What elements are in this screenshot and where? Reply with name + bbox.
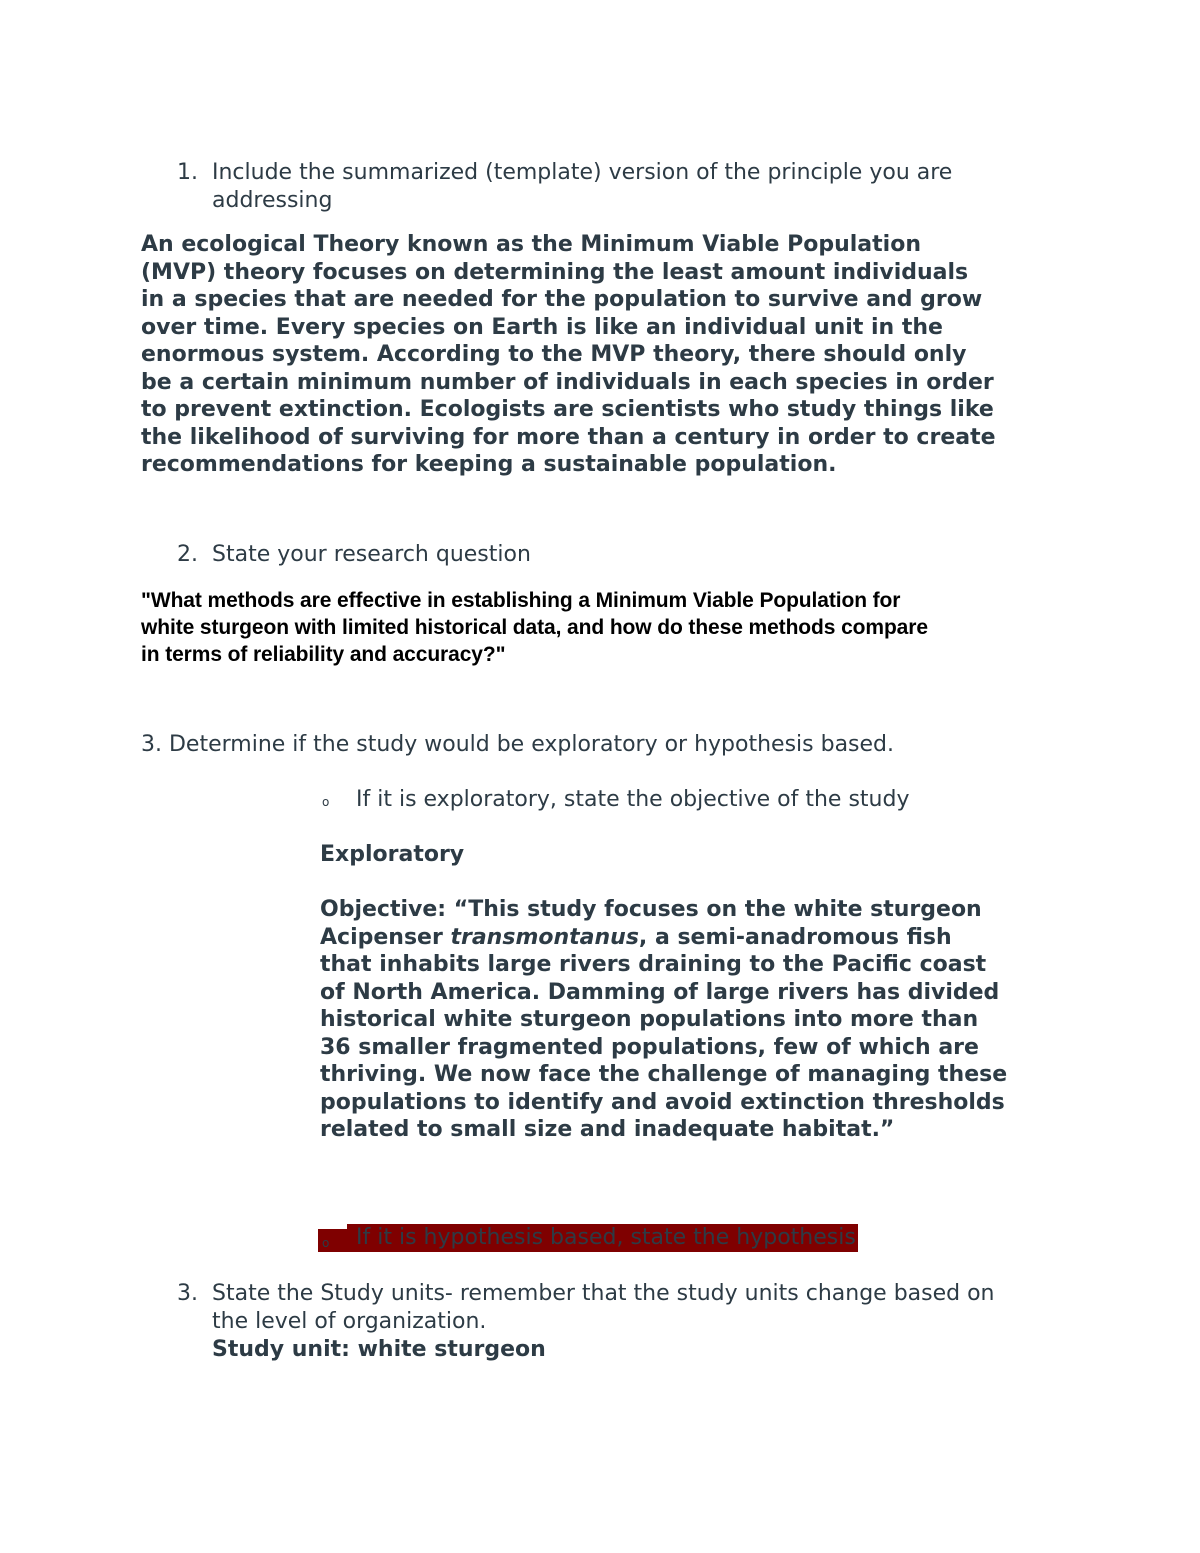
item-3-text: 3. Determine if the study would be exploratory or hypothesis based. <box>141 732 895 757</box>
text-segment: Acipenser <box>320 924 451 950</box>
text-line: white sturgeon with limited historical data, and how do these methods compare <box>141 616 928 639</box>
theory-paragraph <box>141 231 996 479</box>
text-segment: , a semi-anadromous fish <box>638 924 952 950</box>
item-4-text <box>212 1280 995 1364</box>
text-line: "What methods are effective in establishing a Minimum Viable Population for <box>141 589 901 612</box>
text-line: addressing <box>212 188 333 213</box>
item-2-text: State your research question <box>212 542 531 567</box>
text-line: An ecological Theory known as the Minimum Viable Population <box>141 232 921 257</box>
text-line <box>320 924 1007 952</box>
item-4-number: 3. <box>177 1281 198 1306</box>
text-line: (MVP) theory focuses on determining the least amount individuals <box>141 259 969 285</box>
text-line: the likelihood of surviving for more than a century in order to create <box>141 424 996 450</box>
text-line: historical white sturgeon populations into more than <box>320 1007 979 1032</box>
text-line: to prevent extinction. Ecologists are scientists who study things like <box>141 397 994 422</box>
item-2-number: 2. <box>177 542 198 567</box>
item-1-number: 1. <box>177 160 198 185</box>
bullet-2-text-highlighted: If it is hypothesis based, state the hypothesis <box>347 1224 858 1252</box>
text-line: in terms of reliability and accuracy?" <box>141 643 506 666</box>
text-line: thriving. We now face the challenge of managing these <box>320 1062 1008 1087</box>
text-line: enormous system. According to the MVP theory, there should only <box>141 342 967 367</box>
italic-species-name: transmontanus <box>450 924 639 950</box>
study-unit: Study unit: white sturgeon <box>212 1337 546 1362</box>
exploratory-label: Exploratory <box>320 842 465 867</box>
text-line: over time. Every species on Earth is like an individual unit in the <box>141 314 943 340</box>
text-line: Objective: “This study focuses on the white sturgeon <box>320 897 982 922</box>
bullet-marker: o <box>322 795 330 809</box>
text-line: that inhabits large rivers draining to the Pacific coast <box>320 952 987 977</box>
text-line: in a species that are needed for the population to survive and grow <box>141 287 983 312</box>
text-line: 36 smaller fragmented populations, few of which are <box>320 1034 979 1060</box>
bullet-marker: o <box>322 1236 330 1250</box>
text-line: the level of organization. <box>212 1309 487 1334</box>
text-line: be a certain minimum number of individuals in each species in order <box>141 369 994 395</box>
bullet-1-text: If it is exploratory, state the objective of the study <box>356 787 910 812</box>
research-question <box>141 587 928 668</box>
text-line: related to small size and inadequate habitat.” <box>320 1117 895 1142</box>
text-line: Include the summarized (template) version of the principle you are <box>212 160 953 185</box>
text-line: State the Study units- remember that the study units change based on <box>212 1281 995 1306</box>
item-1-text <box>212 159 952 215</box>
text-line: populations to identify and avoid extinction thresholds <box>320 1089 1005 1115</box>
objective-paragraph <box>320 896 1007 1144</box>
text-line: recommendations for keeping a sustainable population. <box>141 452 837 477</box>
text-line: of North America. Damming of large rivers has divided <box>320 979 1000 1005</box>
